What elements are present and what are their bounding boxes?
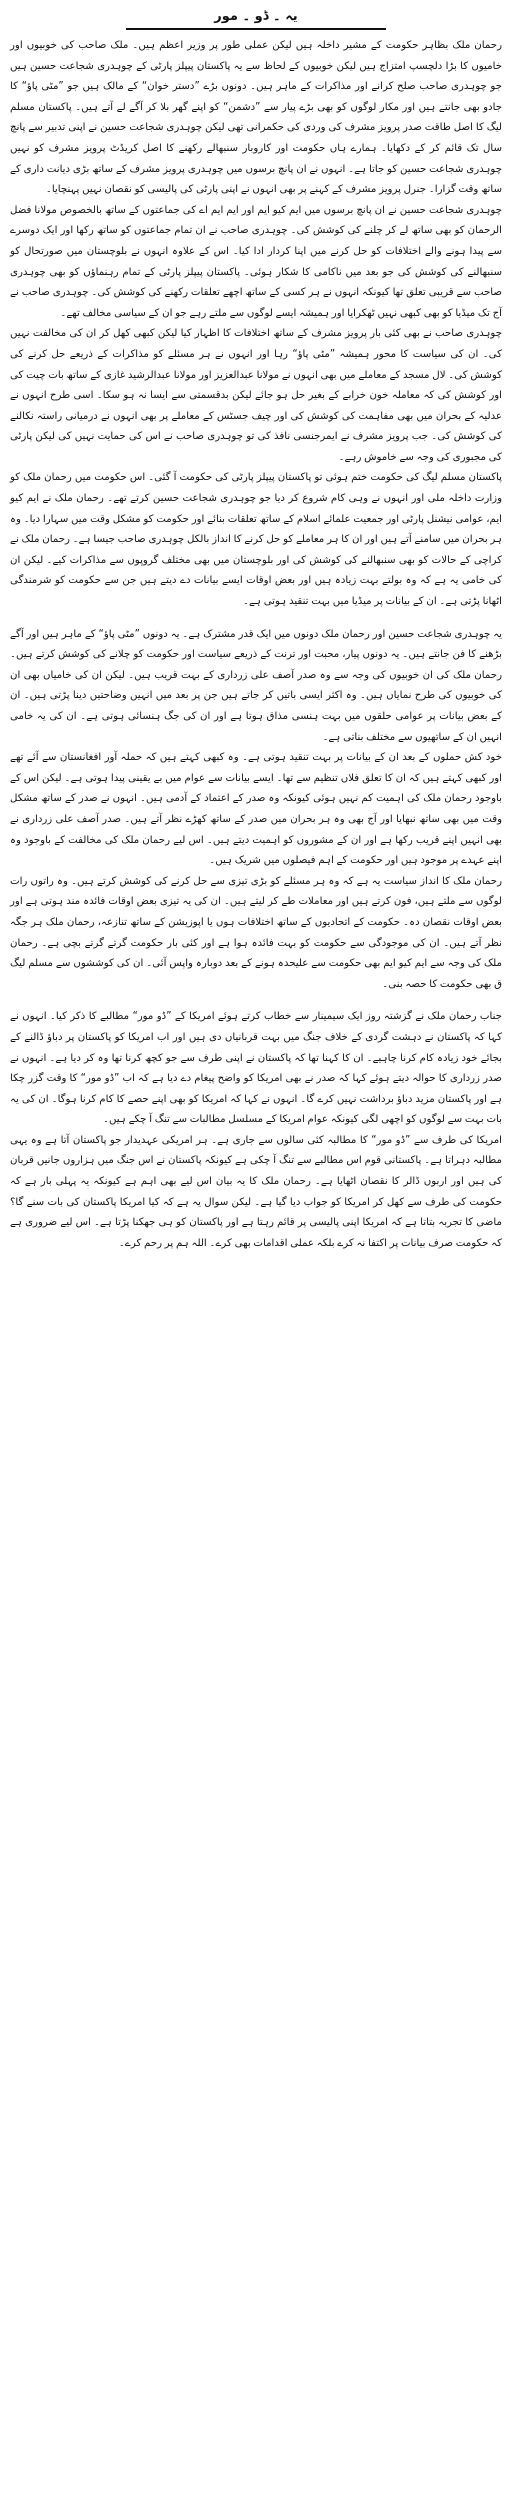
article-paragraph-1: رحمان ملک بظاہر حکومت کے مشیر داخلہ ہیں لیکن عملی طور پر وزیر اعظم ہیں۔ ملک صاحب کی خوبیوں اور خامیوں کا بڑا دلچسپ امتزاج ہیں لیکن خوبیوں کے لحاظ سے یہ پاکستان پیپلز پارٹی کے چوہدری شجاعت حسین ہیں جو چوہدری صاحب صلح کرانے اور مذاکرات کے ماہر ہیں۔ دونوں بڑے ”دستر خوان“ کے مالک ہیں جو ”مٹی پاؤ“ کا جادو بھی جانتے ہیں اور مکار لوگوں کو بھی بڑے پیار سے ”دشمن“ کو اپنے گھر بلا کر آگے لے آتے ہیں۔ پاکستان مسلم لیگ کا اصل طاقت صدر پرویز مشرف کی وردی کی حکمرانی تھی لیکن چوہدری شجاعت حسین نے اپنی تدبیر سے پانچ سال تک قائم کر کے دکھایا۔ ہمارے ہاں حکومت اور کاروبار سنبھالے رکھنے کا اصل کریڈٹ پرویز مشرف کو نہیں چوہدری شجاعت حسین کو جاتا ہے۔ انہوں نے ان پانچ برسوں میں چوہدری پرویز مشرف کے ساتھ بڑی دیانت داری کے ساتھ وقت گزارا۔ جنرل پرویز مشرف کے کہنے پر بھی انہوں نے اپنی پارٹی کی پالیسی کو نقصان نہیں پہنچایا۔ (10, 40, 502, 196)
article-paragraph-8: جناب رحمان ملک نے گزشتہ روز ایک سیمینار سے خطاب کرتے ہوئے امریکا کے ”ڈو مور“ مطالبے کا ذکر کیا۔ انہوں نے کہا کہ پاکستان نے دہشت گردی کے خلاف جنگ میں بہت قربانیاں دی ہیں اور اب امریکا کو پاکستان پر دباؤ ڈالنے کے بجائے خود زیادہ کام کرنا چاہیے۔ ان کا کہنا تھا کہ پاکستان نے اپنی طرف سے جو کچھ کرنا تھا وہ کر دیا ہے۔ انہوں نے صدر زرداری کا حوالہ دیتے ہوئے کہا کہ صدر نے بھی امریکا کو واضح پیغام دے دیا ہے کہ اب ”ڈو مور“ کا وقت گزر چکا ہے اور پاکستان مزید دباؤ برداشت نہیں کرے گا۔ انہوں نے کہا کہ امریکا کو بھی اپنے حصے کا کام کرنا ہوگا۔ ان کی یہ بات بہت سے لوگوں کو اچھی لگی کیونکہ عوام امریکا کے مسلسل مطالبات سے تنگ آ چکے ہیں۔ (10, 1011, 502, 1126)
article-paragraph-5: یہ چوہدری شجاعت حسین اور رحمان ملک دونوں میں ایک قدر مشترک ہے۔ یہ دونوں ”مٹی پاؤ“ کے ماہر ہیں اور آگے بڑھنے کا فن جانتے ہیں۔ یہ دونوں پیار، محبت اور ترنت کے ذریعے سیاست اور حکومت کو چلانے کی کوشش کرتے ہیں۔ رحمان ملک کی ان خوبیوں کی وجہ سے وہ صدر آصف علی زرداری کے بہت قریب ہیں۔ لیکن ان کی خامیاں بھی ان کی خوبیوں کی طرح نمایاں ہیں۔ وہ اکثر ایسی باتیں کر جاتے ہیں جن پر بعد میں انہیں وضاحتیں دینا پڑتی ہیں۔ ان کے بعض بیانات پر عوامی حلقوں میں بہت ہنسی مذاق ہوتا ہے اور ان کی جگ ہنسائی ہوتی ہے۔ ان کی یہ خامی انہیں ان کے ساتھیوں سے مختلف بناتی ہے۔ (10, 628, 502, 743)
article-paragraph-4: پاکستان مسلم لیگ کی حکومت ختم ہوئی تو پاکستان پیپلز پارٹی کی حکومت آ گئی۔ اس حکومت میں رحمان ملک کو وزارت داخلہ ملی اور انہوں نے وہی کام شروع کر دیا جو چوہدری شجاعت حسین کرتے تھے۔ رحمان ملک نے ایم کیو ایم، عوامی نیشنل پارٹی اور جمعیت علمائے اسلام کے ساتھ تعلقات بنائے اور حکومت کو مشکل وقت میں سہارا دیا۔ وہ ہر بحران میں سامنے آتے ہیں اور ان کا ہر معاملے کو حل کرنے کا انداز بالکل چوہدری صاحب جیسا ہے۔ رحمان ملک نے کراچی کے حالات کو بھی سنبھالنے کی کوشش کی اور بلوچستان میں بھی مختلف گروپوں سے مذاکرات کیے۔ لیکن ان کی خامی یہ ہے کہ وہ بولتے بہت زیادہ ہیں اور بعض اوقات ایسے بیانات دے دیتے ہیں جن سے حکومت کو شرمندگی اٹھانا پڑتی ہے۔ ان کے بیانات پر میڈیا میں بہت تنقید ہوتی ہے۔ (10, 472, 502, 608)
article-title: یہ ۔ ڈو ۔ مور (214, 9, 298, 24)
article-paragraph-7: رحمان ملک کا انداز سیاست یہ ہے کہ وہ ہر مسئلے کو بڑی تیزی سے حل کرنے کی کوشش کرتے ہیں۔ وہ راتوں رات لوگوں سے ملتے ہیں، فون کرتے ہیں اور معاملات طے کر لیتے ہیں۔ ان کی یہ تیزی بعض اوقات فائدہ مند ہوتی ہے اور بعض اوقات نقصان دہ۔ حکومت کے اتحادیوں کے ساتھ اختلافات ہوں یا اپوزیشن کے ساتھ تنازعہ، رحمان ملک ہر جگہ نظر آتے ہیں۔ ان کی موجودگی سے حکومت کو بہت فائدہ ہوا ہے اور کئی بار حکومت گرتے گرتے بچی ہے۔ رحمان ملک کی وجہ سے ایم کیو ایم بھی حکومت سے علیحدہ ہونے کے بعد دوبارہ واپس آئی۔ ان کی کوششوں سے مسلم لیگ ق بھی حکومت کا حصہ بنی۔ (10, 875, 502, 990)
article-paragraph-2: چوہدری شجاعت حسین نے ان پانچ برسوں میں ایم کیو ایم اور ایم ایم اے کی جماعتوں کے ساتھ بالخصوص مولانا فضل الرحمان کو بھی ساتھ لے کر چلنے کی کوشش کی۔ چوہدری صاحب نے ان تمام جماعتوں کو ساتھ رکھا اور ایک دوسرے سے پیدا ہونے والے اختلافات کو حل کرنے میں اپنا کردار ادا کیا۔ اس کے علاوہ انہوں نے بلوچستان میں صورتحال کو سنبھالنے کی کوشش کی جو بعد میں ناکامی کا شکار ہوئی۔ پاکستان پیپلز پارٹی کے تمام رہنماؤں کو بھی چوہدری صاحب سے قریبی تعلق تھا کیونکہ انہوں نے ہر کسی کے ساتھ اچھے تعلقات رکھنے کی کوشش کی۔ چوہدری صاحب نے آج تک میڈیا کو بھی کبھی نہیں ٹھکرایا اور ہمیشہ ایسے لوگوں سے ملتے رہے جو ان کے سیاسی مخالف تھے۔ (10, 204, 502, 319)
paragraph-gap (10, 613, 502, 625)
article-paragraph-3: چوہدری صاحب نے بھی کئی بار پرویز مشرف کے ساتھ اختلافات کا اظہار کیا لیکن کبھی کھل کر ان کی مخالفت نہیں کی۔ ان کی سیاست کا محور ہمیشہ ”مٹی پاؤ“ رہا اور انہوں نے ہر مسئلے کو مذاکرات کے ذریعے حل کرنے کی کوشش کی۔ لال مسجد کے معاملے میں بھی انہوں نے مولانا عبدالعزیز اور مولانا عبدالرشید غازی کے ساتھ بات چیت کی اور کوشش کی کہ معاملہ خون خرابے کے بغیر حل ہو جائے لیکن بدقسمتی سے ایسا نہ ہو سکا۔ اسی طرح انہوں نے عدلیہ کے بحران میں بھی مفاہمت کی کوشش کی اور چیف جسٹس کے معاملے پر بھی انہوں نے درمیانی راستہ نکالنے کی کوشش کی۔ جب پرویز مشرف نے ایمرجنسی نافذ کی تو چوہدری صاحب نے اس کی حمایت نہیں کی لیکن پارٹی کی مجبوری کی وجہ سے خاموش رہے۔ (10, 328, 502, 463)
article-paragraph-6: خود کش حملوں کے بعد ان کے بیانات پر بہت تنقید ہوتی ہے۔ وہ کبھی کہتے ہیں کہ حملہ آور افغانستان سے آئے تھے اور کبھی کہتے ہیں کہ ان کا تعلق فلاں تنظیم سے تھا۔ ایسے بیانات سے عوام میں بے یقینی پیدا ہوتی ہے۔ لیکن اس کے باوجود رحمان ملک کی اہمیت کم نہیں ہوئی کیونکہ وہ صدر کے اعتماد کے آدمی ہیں۔ انہوں نے صدر کے ساتھ مشکل وقت میں بھی ساتھ نبھایا اور آج بھی وہ ہر بحران میں صدر کے ساتھ کھڑے نظر آتے ہیں۔ صدر آصف علی زرداری نے بھی انہیں اپنے قریب رکھا ہے اور ان کے مشوروں کو اہمیت دیتے ہیں۔ اس لیے رحمان ملک کی مخالفت کے باوجود وہ اپنے عہدے پر موجود ہیں اور حکومت کے اہم فیصلوں میں شریک ہیں۔ (10, 752, 502, 867)
article-paragraph-9: امریکا کی طرف سے ”ڈو مور“ کا مطالبہ کئی سالوں سے جاری ہے۔ ہر امریکی عہدیدار جو پاکستان آتا ہے وہ یہی مطالبہ دہراتا ہے۔ پاکستانی قوم اس مطالبے سے تنگ آ چکی ہے کیونکہ پاکستان نے اس جنگ میں ہزاروں جانیں قربان کی ہیں اور اربوں ڈالر کا نقصان اٹھایا ہے۔ رحمان ملک کا یہ بیان اس لیے بھی اہم ہے کیونکہ یہ پہلی بار ہے کہ حکومت کی طرف سے کھل کر امریکا کو جواب دیا گیا ہے۔ لیکن سوال یہ ہے کہ کیا امریکا پاکستان کی بات سنے گا؟ ماضی کا تجربہ بتاتا ہے کہ امریکا اپنی پالیسی پر قائم رہتا ہے اور پاکستان کو ہی جھکنا پڑتا ہے۔ اس لیے ضروری ہے کہ حکومت صرف بیانات پر اکتفا نہ کرے بلکہ عملی اقدامات بھی کرے۔ اللہ ہم پر رحم کرے۔ (10, 1134, 502, 1249)
title-underline-block (126, 8, 386, 30)
paragraph-gap (10, 995, 502, 1007)
